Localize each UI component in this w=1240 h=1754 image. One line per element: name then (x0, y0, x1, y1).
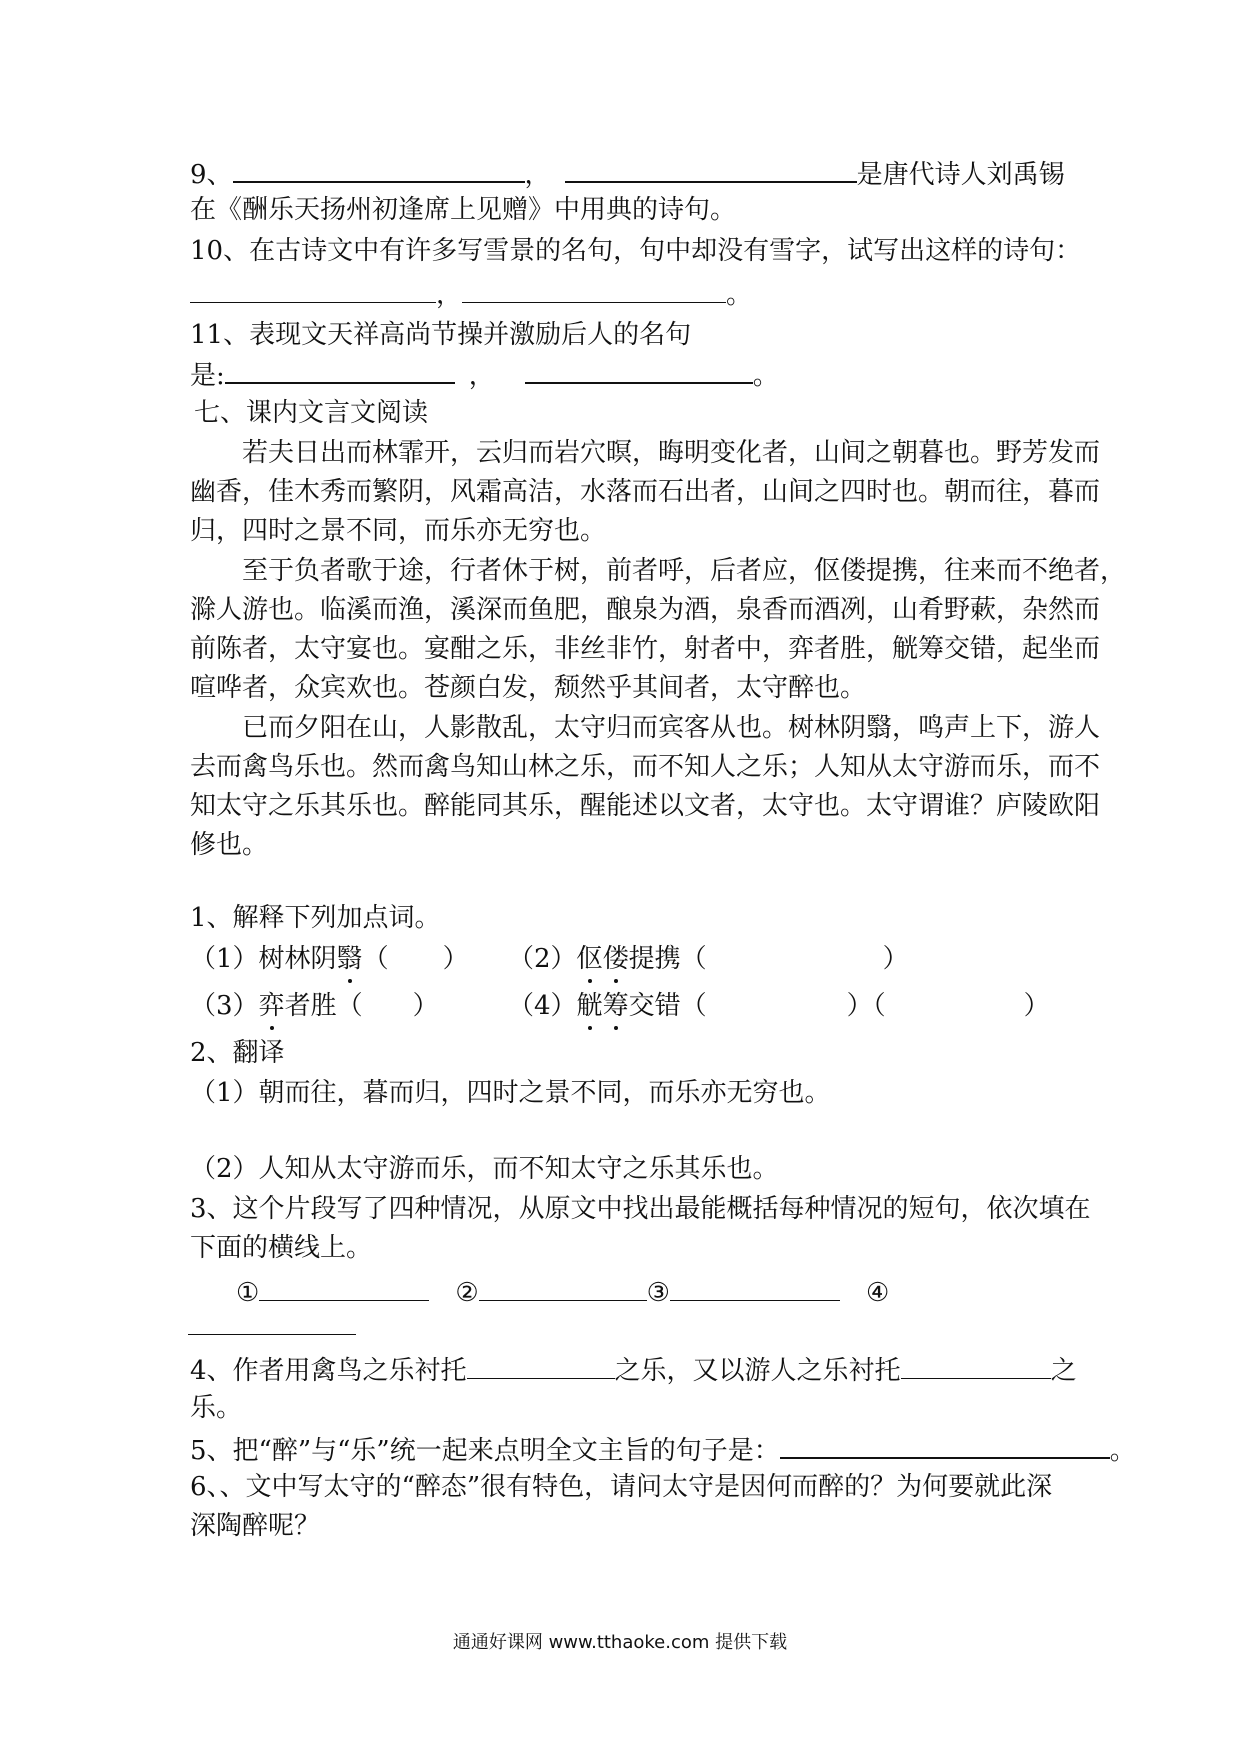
q1c-dotted-word: 弈 (258, 991, 285, 1021)
q4-line1 (190, 1352, 1077, 1388)
q1d-paren-close-2: ） (1023, 991, 1050, 1021)
passage-line: 前陈者，太守宴也。宴酣之乐，非丝非竹，射者中，弈者胜，觥筹交错，起坐而 (190, 634, 1101, 664)
q10-line2 (190, 276, 752, 312)
q9-blank-2[interactable] (565, 155, 857, 183)
q1d-paren-open: 交错（ (628, 991, 707, 1021)
q6-line2: 深陶醉呢？ (190, 1511, 321, 1541)
q9-line1 (190, 155, 1065, 192)
q3-blank-2[interactable] (479, 1274, 647, 1301)
passage-line: 至于负者歌于途，行者休于树，前者呼，后者应，伛偻提携，往来而不绝者， (242, 556, 1127, 586)
section-title: 七、课内文言文阅读 (194, 398, 429, 428)
q1a-paren-close: ） (442, 944, 469, 974)
q1b-dotted-word-2: 偻 (602, 944, 629, 974)
q3-blank-3[interactable] (670, 1274, 840, 1301)
q2-item-2: （2）人知从太守游而乐，而不知太守之乐其乐也。 (190, 1154, 779, 1184)
q5-prefix: 5、把“醉”与“乐”统一起来点明全文主旨的句子是： (190, 1436, 780, 1466)
q1d-paren-close-open: ）（ (846, 991, 886, 1021)
q6-line1: 6、、文中写太守的“醉态”很有特色，请问太守是因何而醉的？为何要就此深 (190, 1472, 1053, 1502)
q1a-paren-open: （ (362, 944, 389, 974)
q4-blank-2[interactable] (901, 1352, 1051, 1379)
q11-prefix: 是: (190, 361, 225, 391)
q1-row-1 (190, 942, 469, 976)
q9-separator: ， (524, 160, 551, 190)
q3-marker-3: ③ (646, 1278, 670, 1308)
q10-end: 。 (726, 280, 753, 310)
q11-blank-1[interactable] (225, 356, 455, 384)
q11-separator: ， (468, 361, 495, 391)
q1d-dotted-word-2: 筹 (602, 991, 629, 1021)
q3-marker-2: ② (455, 1278, 479, 1308)
q9-number: 9、 (190, 160, 233, 190)
passage-line: 已而夕阳在山，人影散乱，太守归而宾客从也。树林阴翳，鸣声上下，游人 (242, 713, 1101, 743)
q5-line (190, 1431, 1136, 1468)
q10-blank-2[interactable] (462, 276, 726, 303)
q9-tail: 是唐代诗人刘禹锡 (856, 160, 1065, 190)
passage-line: 去而禽鸟乐也。然而禽鸟知山林之乐，而不知人之乐；人知从太守游而乐，而不 (190, 752, 1101, 782)
q1c-prefix: （3） (190, 991, 259, 1021)
q1b-dotted-word-1: 伛 (576, 944, 603, 974)
q9-line2: 在《酬乐天扬州初逢席上见赠》中用典的诗句。 (190, 195, 737, 225)
q1-row-2d (508, 989, 1050, 1023)
q10-separator: ， (436, 280, 463, 310)
passage-line: 滁人游也。临溪而渔，溪深而鱼肥，酿泉为酒，泉香而酒冽，山肴野蔌，杂然而 (190, 595, 1101, 625)
q3-marker-1: ① (236, 1278, 260, 1308)
q3-blank-1[interactable] (259, 1274, 429, 1301)
q1a-dotted-word: 翳 (336, 944, 363, 974)
q11-end: 。 (752, 361, 779, 391)
passage-line: 若夫日出而林霏开，云归而岩穴暝，晦明变化者，山间之朝暮也。野芳发而 (242, 438, 1101, 468)
q1b-paren-open: 提携（ (628, 944, 707, 974)
q4-blank-1[interactable] (467, 1352, 615, 1379)
q3-line2: 下面的横线上。 (190, 1233, 373, 1263)
q3-blanks (236, 1274, 889, 1310)
q1-row-1b (508, 942, 909, 976)
q4-line2: 乐。 (190, 1393, 243, 1423)
q4-middle: 之乐，又以游人之乐衬托 (614, 1356, 901, 1386)
q1b-prefix: （2） (508, 944, 577, 974)
q1a-prefix: （1）树林阴 (190, 944, 337, 974)
q2-item-1: （1）朝而往，暮而归，四时之景不同，而乐亦无穷也。 (190, 1078, 831, 1108)
passage-line: 修也。 (190, 830, 269, 860)
q1-title: 1、解释下列加点词。 (190, 903, 441, 933)
q11-line1: 11、表现文天祥高尚节操并激励后人的名句 (190, 320, 692, 350)
q1d-prefix: （4） (508, 991, 577, 1021)
q3-line1: 3、这个片段写了四种情况，从原文中找出最能概括每种情况的短句，依次填在 (190, 1194, 1091, 1224)
passage-line: 幽香，佳木秀而繁阴，风霜高洁，水落而石出者，山间之四时也。朝而往，暮而 (190, 477, 1101, 507)
q9-blank-1[interactable] (233, 155, 525, 183)
q1c-paren-open: 者胜（ (284, 991, 363, 1021)
q10-line1: 10、在古诗文中有许多写雪景的名句，句中却没有雪字，试写出这样的诗句： (190, 236, 1082, 266)
q3-marker-4: ④ (865, 1278, 890, 1308)
q4-prefix: 4、作者用禽鸟之乐衬托 (190, 1356, 467, 1386)
q1d-dotted-word-1: 觥 (576, 991, 603, 1021)
q3-blank-4[interactable] (188, 1334, 356, 1335)
q5-blank[interactable] (780, 1431, 1110, 1459)
q1c-paren-close: ） (412, 991, 439, 1021)
q5-end: 。 (1109, 1436, 1136, 1466)
q4-suffix: 之 (1050, 1356, 1077, 1386)
q11-blank-2[interactable] (525, 356, 753, 384)
q1b-paren-close: ） (882, 944, 909, 974)
q10-blank-1[interactable] (190, 276, 436, 303)
passage-line: 喧哗者，众宾欢也。苍颜白发，颓然乎其间者，太守醉也。 (190, 673, 867, 703)
q11-line2 (190, 356, 779, 393)
passage-line: 知太守之乐其乐也。醉能同其乐，醒能述以文者，太守也。太守谓谁？庐陵欧阳 (190, 791, 1101, 821)
q1-row-2 (190, 989, 439, 1023)
q2-title: 2、翻译 (190, 1038, 285, 1068)
passage-line: 归，四时之景不同，而乐亦无穷也。 (190, 516, 607, 546)
page-footer: 通通好课网 www.tthaoke.com 提供下载 (452, 1632, 788, 1653)
